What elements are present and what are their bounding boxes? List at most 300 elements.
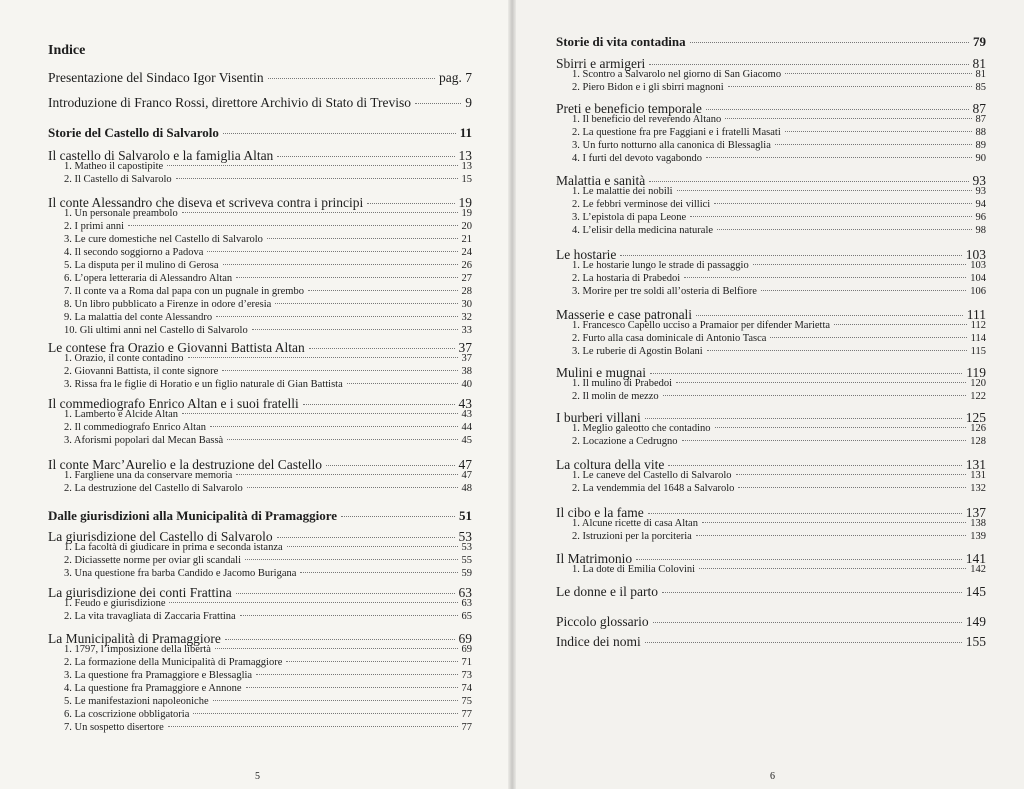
toc-entry-title: Sbirri e armigeri	[556, 56, 646, 71]
toc-entry-title: Storie del Castello di Salvarolo	[48, 125, 219, 140]
toc-entry-title: 1. Il beneficio del reverendo Altano	[572, 114, 722, 125]
toc-page-number: 59	[461, 568, 472, 579]
dot-leader	[775, 144, 972, 145]
dot-leader	[715, 427, 967, 428]
dot-leader	[286, 661, 457, 662]
dot-leader	[620, 255, 961, 256]
toc-entry-title: 2. La destruzione del Castello di Salvarolo	[64, 483, 243, 494]
toc-entry-title: 1. La facoltà di giudicare in prima e seconda istanza	[64, 542, 283, 553]
dot-leader	[182, 413, 457, 414]
toc-page-number: 26	[461, 260, 472, 271]
toc-page-number: 38	[461, 366, 472, 377]
toc-entry-title: Il cibo e la fame	[556, 505, 644, 520]
toc-entry-title: 2. Il Castello di Salvarolo	[64, 174, 172, 185]
toc-entry-title: 1. 1797, l’imposizione della libertà	[64, 644, 211, 655]
toc-subentry	[64, 409, 472, 420]
toc-page-number: 77	[461, 709, 472, 720]
dot-leader	[650, 373, 962, 374]
dot-leader	[677, 190, 972, 191]
dot-leader	[309, 348, 455, 349]
dot-leader	[227, 439, 457, 440]
dot-leader	[128, 225, 457, 226]
toc-page-number: 155	[965, 634, 986, 649]
toc-entry-title: 6. La coscrizione obbligatoria	[64, 709, 190, 720]
toc-entry-title: La Municipalità di Pramaggiore	[48, 631, 221, 646]
toc-subentry	[64, 260, 472, 271]
toc-page-number: 47	[458, 457, 472, 472]
toc-subentry	[64, 379, 472, 390]
toc-subentry	[64, 161, 472, 172]
dot-leader	[682, 440, 967, 441]
toc-page-number: 24	[461, 247, 472, 258]
toc-subentry	[572, 212, 986, 223]
toc-entry-title: 1. Le hostarie lungo le strade di passaggio	[572, 260, 749, 271]
toc-page-number: 28	[461, 286, 472, 297]
toc-page-number: 138	[970, 518, 986, 529]
toc-section-entry	[48, 508, 472, 524]
toc-entry-title: 1. Meglio galeotto che contadino	[572, 423, 711, 434]
toc-entry-title: Il Matrimonio	[556, 551, 633, 566]
toc-page-number: 98	[975, 225, 986, 236]
toc-subentry	[64, 470, 472, 481]
toc-page-number: 45	[461, 435, 472, 446]
toc-subentry	[64, 657, 472, 668]
dot-leader	[223, 264, 458, 265]
toc-section-entry	[556, 34, 986, 50]
dot-leader	[182, 212, 458, 213]
toc-entry-title: 1. Feudo e giurisdizione	[64, 598, 166, 609]
toc-subentry	[572, 518, 986, 529]
toc-page-number: 20	[461, 221, 472, 232]
toc-page-number: 141	[965, 551, 986, 566]
toc-subentry	[572, 153, 986, 164]
toc-subentry	[64, 312, 472, 323]
dot-leader	[236, 474, 457, 475]
toc-entry-title: 2. La vita travagliata di Zaccaria Frattina	[64, 611, 236, 622]
right-page-number: 6	[770, 771, 775, 782]
dot-leader	[210, 426, 457, 427]
toc-entry-title: 9. La malattia del conte Alessandro	[64, 312, 213, 323]
dot-leader	[300, 572, 457, 573]
toc-entry-title: 1. La dote di Emilia Colovini	[572, 564, 696, 575]
toc-entry-title: 3. Rissa fra le figlie di Horatio e un figlio naturale di Gian Battista	[64, 379, 343, 390]
dot-leader	[240, 615, 458, 616]
toc-chapter-entry	[556, 614, 986, 630]
toc-subentry	[64, 670, 472, 681]
toc-page-number: 81	[972, 56, 986, 71]
toc-subentry	[64, 683, 472, 694]
dot-leader	[247, 487, 458, 488]
toc-page-number: 37	[461, 353, 472, 364]
toc-page-number: 79	[973, 34, 986, 49]
toc-page-number: 139	[970, 531, 986, 542]
toc-subentry	[572, 186, 986, 197]
dot-leader	[415, 103, 461, 104]
toc-page-number: 13	[458, 148, 472, 163]
toc-subentry	[64, 174, 472, 185]
dot-leader	[706, 109, 969, 110]
toc-entry-title: Malattia e sanità	[556, 173, 646, 188]
toc-entry-title: Preti e beneficio temporale	[556, 101, 702, 116]
toc-subentry	[572, 391, 986, 402]
dot-leader	[303, 404, 455, 405]
dot-leader	[645, 642, 962, 643]
toc-subentry	[572, 260, 986, 271]
toc-subentry	[572, 114, 986, 125]
toc-page-number: 30	[461, 299, 472, 310]
dot-leader	[676, 382, 966, 383]
toc-page-number: 111	[966, 307, 986, 322]
toc-entry-title: Le contese fra Orazio e Giovanni Battista Altan	[48, 340, 305, 355]
toc-entry-title: 1. Il mulino di Prabedoi	[572, 378, 673, 389]
dot-leader	[169, 602, 457, 603]
dot-leader	[649, 181, 968, 182]
dot-leader	[225, 639, 455, 640]
toc-page-number: 21	[461, 234, 472, 245]
toc-entry-title: Presentazione del Sindaco Igor Visentin	[48, 70, 264, 85]
toc-page-number: 112	[970, 320, 986, 331]
dot-leader	[636, 559, 962, 560]
toc-page-number: 85	[975, 82, 986, 93]
dot-leader	[256, 674, 457, 675]
toc-page-number: 69	[458, 631, 472, 646]
toc-entry-title: 2. Piero Bidon e i gli sbirri magnoni	[572, 82, 724, 93]
toc-subentry	[64, 435, 472, 446]
toc-entry-title: 2. La questione fra pre Faggiani e i fratelli Masati	[572, 127, 781, 138]
dot-leader	[252, 329, 458, 330]
toc-page-number: 115	[970, 346, 986, 357]
toc-entry-title: 1. Le caneve del Castello di Salvarolo	[572, 470, 732, 481]
toc-entry-title: 2. La vendemmia del 1648 a Salvarolo	[572, 483, 735, 494]
toc-subentry	[64, 234, 472, 245]
toc-subentry	[572, 436, 986, 447]
toc-subentry	[572, 378, 986, 389]
toc-entry-title: 1. Lamberto e Alcide Altan	[64, 409, 179, 420]
dot-leader	[699, 568, 966, 569]
toc-entry-title: 3. Una questione fra barba Candido e Jacomo Burigana	[64, 568, 297, 579]
toc-entry-title: 8. Un libro pubblicato a Firenze in odore d’eresia	[64, 299, 272, 310]
toc-subentry	[64, 422, 472, 433]
toc-entry-title: 2. La hostaria di Prabedoi	[572, 273, 681, 284]
toc-page-number: 19	[458, 195, 472, 210]
toc-page-number: 128	[970, 436, 986, 447]
toc-subentry	[572, 564, 986, 575]
toc-subentry	[64, 555, 472, 566]
dot-leader	[215, 648, 458, 649]
toc-entry-title: Indice dei nomi	[556, 634, 641, 649]
right-page	[512, 0, 1024, 789]
dot-leader	[690, 216, 971, 217]
toc-page-number: 74	[461, 683, 472, 694]
toc-entry-title: 3. Le cure domestiche nel Castello di Salvarolo	[64, 234, 263, 245]
toc-entry-title: 5. Le manifestazioni napoleoniche	[64, 696, 209, 707]
toc-page-number: 87	[975, 114, 986, 125]
toc-subentry	[572, 320, 986, 331]
toc-page-number: 81	[975, 69, 986, 80]
toc-entry-title: Il conte Marc’Aurelio e la destruzione del Castello	[48, 457, 323, 472]
toc-entry-title: 2. I primi anni	[64, 221, 125, 232]
dot-leader	[753, 264, 967, 265]
toc-page-number: 33	[461, 325, 472, 336]
toc-entry-title: 1. Le malattie dei nobili	[572, 186, 673, 197]
toc-entry-title: 1. Scontro a Salvarolo nel giorno di San Giacomo	[572, 69, 782, 80]
left-page-number: 5	[255, 771, 260, 782]
toc-subentry	[64, 366, 472, 377]
dot-leader	[761, 290, 966, 291]
toc-entry-title: 3. Aforismi popolari dal Mecan Bassà	[64, 435, 224, 446]
toc-page-number: 11	[459, 125, 472, 140]
toc-subentry	[64, 325, 472, 336]
toc-page-number: 90	[975, 153, 986, 164]
toc-subentry	[572, 470, 986, 481]
toc-page-number: 69	[461, 644, 472, 655]
toc-entry-title: Masserie e case patronali	[556, 307, 693, 322]
toc-entry-title: 3. Un furto notturno alla canonica di Blessaglia	[572, 140, 771, 151]
toc-chapter-entry	[48, 95, 472, 111]
toc-subentry	[64, 598, 472, 609]
dot-leader	[236, 277, 457, 278]
dot-leader	[236, 593, 455, 594]
toc-page-number: 55	[461, 555, 472, 566]
toc-page-number: 27	[461, 273, 472, 284]
toc-page-number: 32	[461, 312, 472, 323]
dot-leader	[645, 418, 962, 419]
dot-leader	[736, 474, 967, 475]
toc-page-number: 43	[461, 409, 472, 420]
toc-subentry	[572, 82, 986, 93]
toc-subentry	[64, 709, 472, 720]
dot-leader	[268, 78, 435, 79]
toc-entry-title: Il conte Alessandro che diseva et scriveva contra i principi	[48, 195, 364, 210]
dot-leader	[193, 713, 457, 714]
toc-entry-title: 2. La formazione della Municipalità di Pramaggiore	[64, 657, 283, 668]
dot-leader	[725, 118, 971, 119]
toc-entry-title: Il commediografo Enrico Altan e i suoi fratelli	[48, 396, 299, 411]
toc-entry-title: 3. L’epistola di papa Leone	[572, 212, 687, 223]
toc-page-number: 65	[461, 611, 472, 622]
toc-page-number: 103	[965, 247, 986, 262]
dot-leader	[275, 303, 457, 304]
dot-leader	[207, 251, 457, 252]
toc-page-number: 122	[970, 391, 986, 402]
dot-leader	[707, 350, 967, 351]
toc-page-number: 15	[461, 174, 472, 185]
toc-subentry	[64, 353, 472, 364]
toc-subentry	[64, 568, 472, 579]
dot-leader	[653, 622, 962, 623]
toc-page-number: 71	[461, 657, 472, 668]
toc-entry-title: 2. Il commediografo Enrico Altan	[64, 422, 207, 433]
dot-leader	[277, 156, 454, 157]
toc-subentry	[572, 225, 986, 236]
toc-subentry	[572, 423, 986, 434]
toc-page-number: 94	[975, 199, 986, 210]
dot-leader	[702, 522, 966, 523]
toc-subentry	[64, 247, 472, 258]
toc-entry-title: 4. L’elisir della medicina naturale	[572, 225, 714, 236]
toc-page-number: 131	[965, 457, 986, 472]
dot-leader	[222, 370, 457, 371]
toc-chapter-entry	[556, 584, 986, 600]
toc-entry-title: 2. Istruzioni per la porciteria	[572, 531, 692, 542]
toc-subentry	[64, 483, 472, 494]
dot-leader	[188, 357, 458, 358]
toc-page-number: 63	[461, 598, 472, 609]
dot-leader	[649, 64, 968, 65]
dot-leader	[706, 157, 971, 158]
dot-leader	[176, 178, 458, 179]
toc-page-number: 48	[461, 483, 472, 494]
toc-chapter-entry	[48, 70, 472, 86]
dot-leader	[714, 203, 971, 204]
toc-subentry	[64, 286, 472, 297]
toc-page-number: 75	[461, 696, 472, 707]
toc-page-number: 93	[975, 186, 986, 197]
toc-page-number: 53	[461, 542, 472, 553]
toc-entry-title: 10. Gli ultimi anni nel Castello di Salvarolo	[64, 325, 248, 336]
toc-entry-title: 2. Giovanni Battista, il conte signore	[64, 366, 219, 377]
dot-leader	[738, 487, 966, 488]
toc-entry-title: 7. Un sospetto disertore	[64, 722, 164, 733]
toc-page-number: 51	[459, 508, 472, 523]
dot-leader	[308, 290, 458, 291]
toc-entry-title: 2. Furto alla casa dominicale di Antonio Tasca	[572, 333, 767, 344]
toc-subentry	[64, 273, 472, 284]
toc-entry-title: 1. Fargliene una da conservare memoria	[64, 470, 233, 481]
toc-chapter-entry	[556, 634, 986, 650]
toc-entry-title: 7. Il conte va a Roma dal papa con un pugnale in grembo	[64, 286, 304, 297]
dot-leader	[728, 86, 972, 87]
toc-entry-title: 5. La disputa per il mulino di Gerosa	[64, 260, 219, 271]
toc-entry-title: Il castello di Salvarolo e la famiglia Altan	[48, 148, 274, 163]
toc-subentry	[64, 299, 472, 310]
toc-page-number: 103	[970, 260, 986, 271]
dot-leader	[696, 535, 966, 536]
dot-leader	[245, 559, 458, 560]
toc-page-number: 87	[972, 101, 986, 116]
dot-leader	[834, 324, 967, 325]
toc-page-number: 89	[975, 140, 986, 151]
toc-subentry	[64, 542, 472, 553]
dot-leader	[690, 42, 969, 43]
toc-subentry	[64, 696, 472, 707]
dot-leader	[785, 73, 971, 74]
dot-leader	[662, 592, 962, 593]
toc-entry-title: Introduzione di Franco Rossi, direttore Archivio di Stato di Treviso	[48, 95, 411, 110]
toc-entry-title: 4. I furti del devoto vagabondo	[572, 153, 703, 164]
toc-entry-title: Mulini e mugnai	[556, 365, 646, 380]
toc-subentry	[572, 346, 986, 357]
toc-subentry	[572, 199, 986, 210]
toc-subentry	[64, 208, 472, 219]
toc-subentry	[572, 333, 986, 344]
book-gutter	[508, 0, 516, 789]
toc-page-number: 73	[461, 670, 472, 681]
toc-entry-title: 4. Il secondo soggiorno a Padova	[64, 247, 204, 258]
dot-leader	[663, 395, 967, 396]
toc-entry-title: 4. La questione fra Pramaggiore e Annone	[64, 683, 242, 694]
toc-page-number: 137	[965, 505, 986, 520]
toc-page-number: 40	[461, 379, 472, 390]
toc-entry-title: 3. Le ruberie di Agostin Bolani	[572, 346, 703, 357]
toc-page-number: 132	[970, 483, 986, 494]
dot-leader	[216, 316, 457, 317]
toc-page-number: 44	[461, 422, 472, 433]
toc-entry-title: 2. Le febbri verminose dei villici	[572, 199, 711, 210]
toc-subentry	[572, 286, 986, 297]
dot-leader	[287, 546, 458, 547]
toc-entry-title: 6. L’opera letteraria di Alessandro Altan	[64, 273, 233, 284]
dot-leader	[341, 516, 455, 517]
toc-page-number: 19	[461, 208, 472, 219]
toc-page-number: 131	[970, 470, 986, 481]
toc-page-number: 88	[975, 127, 986, 138]
toc-entry-title: Storie di vita contadina	[556, 34, 686, 49]
dot-leader	[326, 465, 454, 466]
toc-entry-title: La giurisdizione dei conti Frattina	[48, 585, 232, 600]
toc-subentry	[572, 140, 986, 151]
toc-page-number: pag. 7	[439, 70, 472, 85]
toc-page-number: 114	[970, 333, 986, 344]
toc-entry-title: La giurisdizione del Castello di Salvarolo	[48, 529, 273, 544]
toc-subentry	[64, 611, 472, 622]
toc-subentry	[572, 531, 986, 542]
dot-leader	[277, 537, 455, 538]
toc-page-number: 119	[966, 365, 986, 380]
toc-page-number: 125	[965, 410, 986, 425]
toc-page-number: 106	[970, 286, 986, 297]
toc-page-number: 120	[970, 378, 986, 389]
toc-entry-title: 1. Orazio, il conte contadino	[64, 353, 184, 364]
dot-leader	[347, 383, 458, 384]
toc-entry-title: Le donne e il parto	[556, 584, 658, 599]
dot-leader	[267, 238, 458, 239]
toc-page-number: 96	[975, 212, 986, 223]
dot-leader	[223, 133, 456, 134]
toc-subentry	[64, 221, 472, 232]
dot-leader	[168, 726, 458, 727]
toc-entry-title: Le hostarie	[556, 247, 617, 262]
toc-page-number: 53	[458, 529, 472, 544]
toc-page-number: 149	[965, 614, 986, 629]
toc-entry-title: 3. Morire per tre soldi all’osteria di Belfiore	[572, 286, 757, 297]
toc-section-entry	[48, 125, 472, 141]
toc-page-number: 77	[461, 722, 472, 733]
dot-leader	[684, 277, 966, 278]
toc-page-number: 93	[972, 173, 986, 188]
toc-subentry	[64, 722, 472, 733]
dot-leader	[367, 203, 454, 204]
toc-entry-title: 2. Locazione a Cedrugno	[572, 436, 678, 447]
toc-entry-title: 1. Francesco Capello ucciso a Pramaior per difender Marietta	[572, 320, 831, 331]
toc-entry-title: 3. La questione fra Pramaggiore e Blessaglia	[64, 670, 253, 681]
toc-page-number: 104	[970, 273, 986, 284]
toc-subentry	[572, 69, 986, 80]
toc-page-number: 145	[965, 584, 986, 599]
toc-subentry	[572, 127, 986, 138]
toc-subentry	[572, 483, 986, 494]
toc-subentry	[64, 644, 472, 655]
dot-leader	[668, 465, 961, 466]
toc-page-number: 43	[458, 396, 472, 411]
toc-subentry	[572, 273, 986, 284]
index-heading: Indice	[48, 43, 86, 58]
toc-page-number: 9	[465, 95, 472, 110]
toc-page-number: 142	[970, 564, 986, 575]
toc-entry-title: La coltura della vite	[556, 457, 665, 472]
toc-entry-title: 2. Diciassette norme per oviar gli scandali	[64, 555, 241, 566]
dot-leader	[770, 337, 966, 338]
